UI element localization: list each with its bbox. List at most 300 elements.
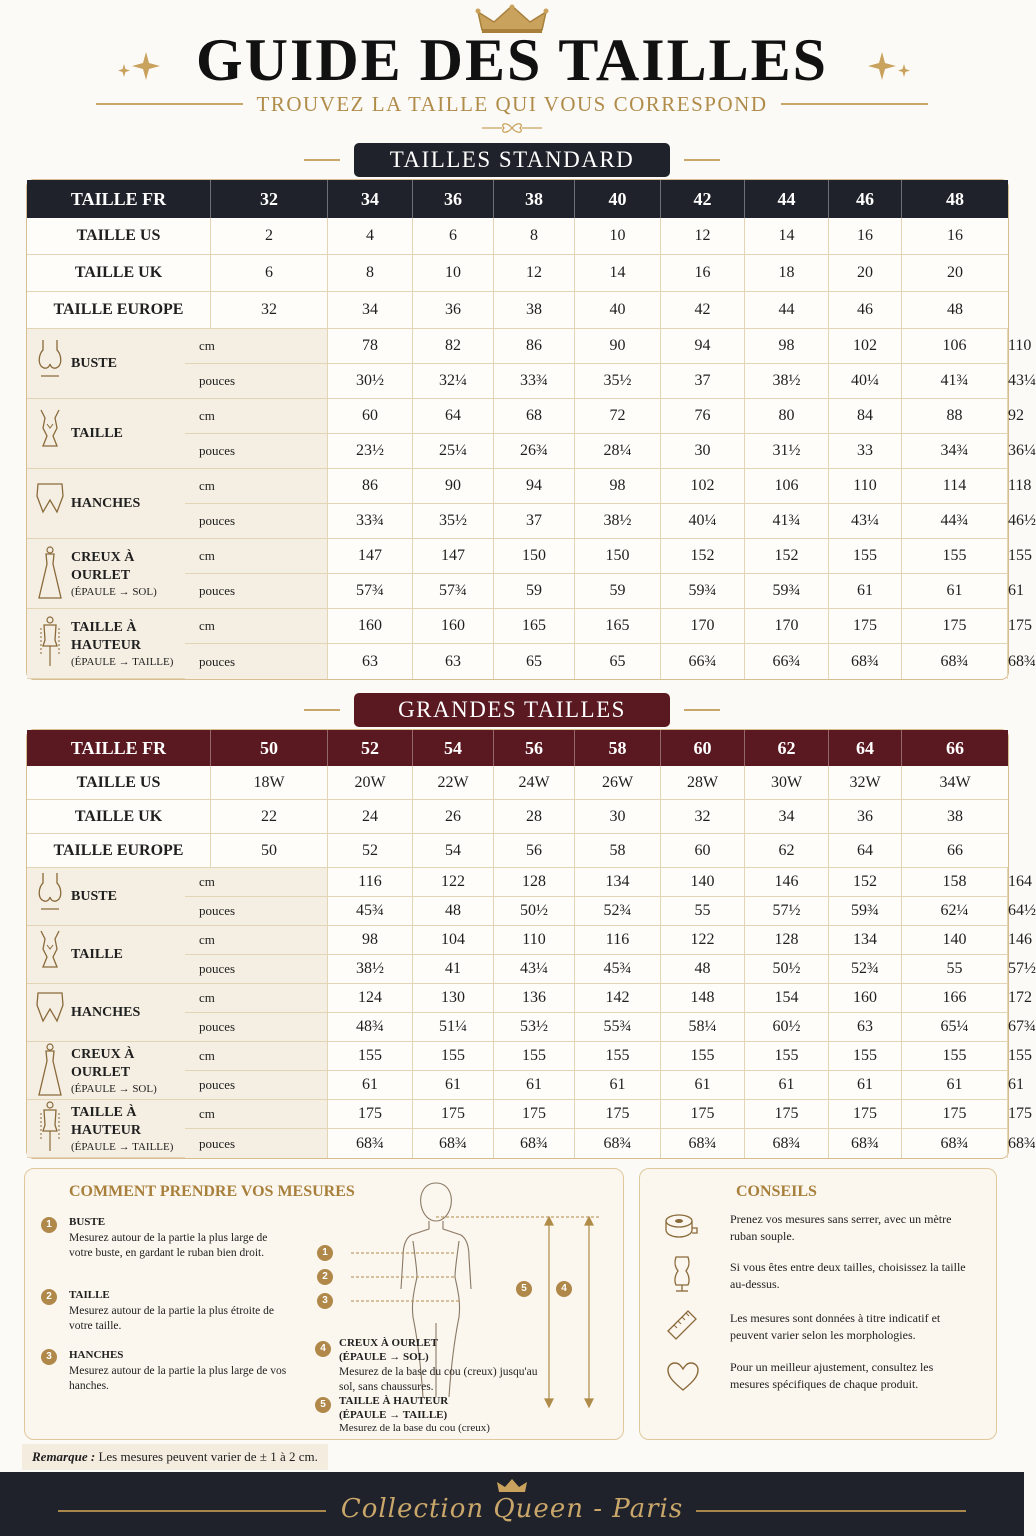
measure-inch-cell: 57¾ [413, 574, 494, 609]
measure-inch-cell: 51¼ [413, 1013, 494, 1042]
conversion-cell: 64 [829, 834, 902, 868]
step-number: 2 [41, 1289, 57, 1305]
measure-cm-cell: 155 [829, 1042, 902, 1071]
remark-text: Les mesures peuvent varier de ± 1 à 2 cm. [95, 1449, 318, 1464]
size-fr-cell: 56 [494, 730, 575, 766]
measure-inch-cell: 68¾ [413, 1129, 494, 1158]
crown-icon [494, 1478, 530, 1494]
step-number: 4 [315, 1341, 331, 1357]
measure-cm-cell: 160 [328, 609, 413, 644]
measure-label: BUSTE [71, 355, 117, 371]
conversion-cell: 62 [745, 834, 829, 868]
measure-cm-cell: 165 [575, 609, 661, 644]
measure-cm-cell: 155 [902, 539, 1008, 574]
size-fr-cell: 44 [745, 180, 829, 218]
size-table-standard [26, 179, 1036, 680]
conversion-cell: 16 [661, 255, 745, 292]
footer-brand: Collection Queen - Paris [340, 1494, 684, 1524]
measure-inch-cell: 59¾ [661, 574, 745, 609]
size-fr-cell: 64 [829, 730, 902, 766]
size-fr-cell: 50 [211, 730, 328, 766]
diagram-marker-3: 3 [317, 1293, 333, 1309]
measure-cm-cell: 155 [745, 1042, 829, 1071]
unit-cm: cm [185, 926, 328, 955]
measure-cm-cell: 175 [902, 1100, 1008, 1129]
remark-label: Remarque : [32, 1449, 96, 1464]
conversion-cell: 26W [575, 766, 661, 800]
step-number: 3 [41, 1349, 57, 1365]
step-title: CREUX À OURLET [339, 1337, 439, 1349]
conversion-cell: 16 [902, 218, 1008, 255]
conversion-cell: 32 [211, 292, 328, 329]
remark-note [22, 1444, 328, 1470]
conversion-cell: 12 [494, 255, 575, 292]
measure-cm-cell: 76 [661, 399, 745, 434]
conversion-cell: 32W [829, 766, 902, 800]
conversion-cell: 22W [413, 766, 494, 800]
divider [684, 159, 720, 161]
conversion-cell: 36 [829, 800, 902, 834]
conversion-cell: 26 [413, 800, 494, 834]
size-fr-cell: 46 [829, 180, 902, 218]
conversion-cell: 28W [661, 766, 745, 800]
measure-inch-cell: 57½ [745, 897, 829, 926]
conversion-cell: 8 [328, 255, 413, 292]
measure-row: pouces 45¾ 48 50½ 52¾ 55 57½ 59¾ 62¼ 64½ [27, 897, 1008, 926]
conversion-cell: 14 [575, 255, 661, 292]
ornament-icon [482, 120, 542, 136]
measure-inch-cell: 33¾ [328, 504, 413, 539]
divider [781, 103, 928, 105]
measure-label: TAILLE À HAUTEUR [71, 619, 142, 653]
measure-cm-cell: 152 [829, 868, 902, 897]
dress-form-icon [670, 1255, 694, 1293]
conversion-cell: 52 [328, 834, 413, 868]
measure-cm-cell: 155 [829, 539, 902, 574]
conversion-row [27, 834, 1008, 868]
conversion-cell: 20 [829, 255, 902, 292]
measure-label: BUSTE [71, 888, 117, 904]
measure-cm-cell: 90 [575, 329, 661, 364]
conversion-label: TAILLE UK [27, 255, 211, 292]
size-fr-cell: 36 [413, 180, 494, 218]
measure-inch-cell: 68¾ [494, 1129, 575, 1158]
unit-pouces: pouces [185, 364, 328, 399]
measure-inch-cell: 43¼ [829, 504, 902, 539]
measure-label-cell [27, 609, 185, 679]
step-text: Mesurez de la base du cou (creux) [339, 1422, 490, 1434]
measure-inch-cell: 57¾ [328, 574, 413, 609]
measure-inch-cell: 40¼ [661, 504, 745, 539]
measure-cm-cell: 166 [902, 984, 1008, 1013]
measure-cm-cell: 60 [328, 399, 413, 434]
measure-cm-cell: 175 [745, 1100, 829, 1129]
measure-label: TAILLE À HAUTEUR [71, 1104, 142, 1138]
measure-inch-cell: 32¼ [413, 364, 494, 399]
unit-pouces: pouces [185, 574, 328, 609]
measure-row: pouces 38½ 41 43¼ 45¾ 48 50½ 52¾ 55 57½ [27, 955, 1008, 984]
how-to-measure-panel [24, 1168, 624, 1440]
measure-inch-cell: 68¾ [829, 644, 902, 679]
measure-inch-cell: 65 [575, 644, 661, 679]
step-text: Mesurez autour de la partie la plus large de votre buste, en gardant le ruban bien droit. [69, 1232, 268, 1259]
step-title: TAILLE [69, 1289, 110, 1301]
conversion-cell: 30W [745, 766, 829, 800]
measure-inch-cell: 59 [494, 574, 575, 609]
measure-row: TAILLE cm 60 64 68 72 76 80 84 88 92 [27, 399, 1008, 434]
measure-cm-cell: 142 [575, 984, 661, 1013]
measure-inch-cell: 33¾ [494, 364, 575, 399]
measure-inch-cell: 26¾ [494, 434, 575, 469]
measure-inch-cell: 59 [575, 574, 661, 609]
measure-label: TAILLE [71, 946, 123, 962]
tip-text: Si vous êtes entre deux tailles, choisissez la taille au-dessus. [730, 1260, 966, 1291]
measure-inch-cell: 68¾ [575, 1129, 661, 1158]
size-header-row [27, 730, 1008, 766]
measure-row: pouces 23½ 25¼ 26¾ 28¼ 30 31½ 33 34¾ 36¼ [27, 434, 1008, 469]
measure-row: TAILLE À HAUTEUR (ÉPAULE → TAILLE) cm 160 160 165 165 170 170 175 175 175 [27, 609, 1008, 644]
size-header-row [27, 180, 1008, 218]
bust-icon [35, 869, 65, 925]
measure-inch-cell: 52¾ [829, 955, 902, 984]
measure-label-cell [27, 1100, 185, 1158]
conversion-label: TAILLE UK [27, 800, 211, 834]
conversion-row [27, 218, 1008, 255]
measure-sublabel: (ÉPAULE → SOL) [71, 585, 157, 598]
measure-inch-cell: 48¾ [328, 1013, 413, 1042]
measure-inch-cell: 68¾ [902, 1129, 1008, 1158]
measure-row: TAILLE À HAUTEUR (ÉPAULE → TAILLE) cm 175 175 175 175 175 175 175 175 175 [27, 1100, 1008, 1129]
measure-inch-cell: 62¼ [902, 897, 1008, 926]
measure-cm-cell: 80 [745, 399, 829, 434]
measure-inch-cell: 61 [902, 1071, 1008, 1100]
measure-inch-cell: 45¾ [328, 897, 413, 926]
measure-sublabel: (ÉPAULE → TAILLE) [71, 1140, 174, 1153]
unit-cm: cm [185, 1042, 328, 1071]
conversion-cell: 22 [211, 800, 328, 834]
measure-cm-cell: 136 [494, 984, 575, 1013]
mannequin-icon [35, 1101, 65, 1157]
unit-cm: cm [185, 469, 328, 504]
measure-cm-cell: 152 [745, 539, 829, 574]
measure-cm-cell: 175 [328, 1100, 413, 1129]
measure-inch-cell: 31½ [745, 434, 829, 469]
measure-cm-cell: 110 [829, 469, 902, 504]
measure-inch-cell: 58¼ [661, 1013, 745, 1042]
measure-label: CREUX À OURLET [71, 549, 135, 583]
measure-inch-cell: 38½ [575, 504, 661, 539]
diagram-marker-1: 1 [317, 1245, 333, 1261]
hips-icon [35, 476, 65, 532]
conversion-cell: 34W [902, 766, 1008, 800]
measure-sublabel: (ÉPAULE → SOL) [71, 1082, 157, 1095]
conversion-cell: 40 [575, 292, 661, 329]
measure-sublabel: (ÉPAULE → TAILLE) [71, 655, 174, 668]
ruler-icon [664, 1307, 700, 1343]
unit-pouces: pouces [185, 504, 328, 539]
measure-inch-cell: 33 [829, 434, 902, 469]
measure-inch-cell: 66¾ [661, 644, 745, 679]
measure-inch-cell: 48 [413, 897, 494, 926]
section-header-plus [290, 693, 734, 727]
waist-icon [35, 406, 65, 462]
unit-pouces: pouces [185, 955, 328, 984]
measure-inch-cell: 28¼ [575, 434, 661, 469]
measure-inch-cell: 38½ [745, 364, 829, 399]
divider [96, 103, 243, 105]
measure-cm-cell: 175 [661, 1100, 745, 1129]
measure-cm-cell: 102 [829, 329, 902, 364]
measure-inch-cell: 45¾ [575, 955, 661, 984]
measure-row: CREUX À OURLET (ÉPAULE → SOL) cm 147 147 150 150 152 152 155 155 155 [27, 539, 1008, 574]
measure-cm-cell: 175 [494, 1100, 575, 1129]
measure-inch-cell: 35½ [575, 364, 661, 399]
size-fr-cell: 40 [575, 180, 661, 218]
measure-cm-cell: 155 [328, 1042, 413, 1071]
measure-cm-cell: 84 [829, 399, 902, 434]
mannequin-icon [35, 616, 65, 672]
conversion-cell: 60 [661, 834, 745, 868]
conversion-cell: 32 [661, 800, 745, 834]
measure-row: HANCHES cm 86 90 94 98 102 106 110 114 118 [27, 469, 1008, 504]
unit-cm: cm [185, 329, 328, 364]
measure-inch-cell: 68¾ [829, 1129, 902, 1158]
hips-icon [35, 985, 65, 1041]
tips-title: CONSEILS [736, 1183, 817, 1200]
measure-cm-cell: 175 [829, 1100, 902, 1129]
measure-cm-cell: 128 [745, 926, 829, 955]
conversion-cell: 30 [575, 800, 661, 834]
measure-cm-cell: 116 [575, 926, 661, 955]
measure-cm-cell: 152 [661, 539, 745, 574]
size-fr-cell: 52 [328, 730, 413, 766]
measure-cm-cell: 175 [413, 1100, 494, 1129]
size-fr-cell: 62 [745, 730, 829, 766]
measure-cm-cell: 122 [413, 868, 494, 897]
measure-cm-cell: 154 [745, 984, 829, 1013]
measure-cm-cell: 170 [745, 609, 829, 644]
conversion-cell: 28 [494, 800, 575, 834]
measure-inch-cell: 61 [661, 1071, 745, 1100]
measure-inch-cell: 25¼ [413, 434, 494, 469]
measure-cm-cell: 155 [902, 1042, 1008, 1071]
heart-icon [666, 1361, 700, 1393]
conversion-row [27, 255, 1008, 292]
step-number: 1 [41, 1217, 57, 1233]
measure-inch-cell: 44¾ [902, 504, 1008, 539]
measure-cm-cell: 106 [902, 329, 1008, 364]
unit-pouces: pouces [185, 1071, 328, 1100]
conversion-cell: 24 [328, 800, 413, 834]
measure-cm-cell: 98 [328, 926, 413, 955]
measure-cm-cell: 78 [328, 329, 413, 364]
unit-cm: cm [185, 539, 328, 574]
measure-cm-cell: 114 [902, 469, 1008, 504]
measure-inch-cell: 60½ [745, 1013, 829, 1042]
conversion-cell: 48 [902, 292, 1008, 329]
conversion-cell: 54 [413, 834, 494, 868]
sparkle-icon [866, 48, 912, 84]
measure-label: HANCHES [71, 1004, 141, 1020]
measure-inch-cell: 68¾ [328, 1129, 413, 1158]
divider [304, 159, 340, 161]
measure-inch-cell: 55 [902, 955, 1008, 984]
step-title: TAILLE À HAUTEUR [339, 1395, 449, 1407]
measure-inch-cell: 53½ [494, 1013, 575, 1042]
measure-inch-cell: 61 [413, 1071, 494, 1100]
measure-row: pouces 63 63 65 65 66¾ 66¾ 68¾ 68¾ 68¾ [27, 644, 1008, 679]
size-table-plus [26, 729, 1036, 1159]
measure-cm-cell: 94 [494, 469, 575, 504]
measure-row: pouces 68¾ 68¾ 68¾ 68¾ 68¾ 68¾ 68¾ 68¾ 68¾ [27, 1129, 1008, 1158]
measure-row: BUSTE cm 116 122 128 134 140 146 152 158 164 [27, 868, 1008, 897]
size-fr-cell: 60 [661, 730, 745, 766]
measure-cm-cell: 86 [328, 469, 413, 504]
conversion-cell: 20W [328, 766, 413, 800]
measure-cm-cell: 147 [328, 539, 413, 574]
conversion-cell: 4 [328, 218, 413, 255]
measure-inch-cell: 48 [661, 955, 745, 984]
dress-icon [35, 1043, 65, 1099]
conversion-cell: 6 [211, 255, 328, 292]
conversion-cell: 36 [413, 292, 494, 329]
tips-panel [639, 1168, 997, 1440]
measure-label-cell [27, 399, 185, 469]
measure-inch-cell: 41 [413, 955, 494, 984]
measure-row: CREUX À OURLET (ÉPAULE → SOL) cm 155 155 155 155 155 155 155 155 155 [27, 1042, 1008, 1071]
measure-cm-cell: 130 [413, 984, 494, 1013]
measure-inch-cell: 37 [661, 364, 745, 399]
measure-cm-cell: 104 [413, 926, 494, 955]
tape-measure-icon [664, 1211, 698, 1241]
tip-text: Pour un meilleur ajustement, consultez les mesures spécifiques de chaque produit. [730, 1360, 934, 1391]
size-fr-cell: 48 [946, 188, 964, 209]
unit-pouces: pouces [185, 1129, 328, 1158]
measure-cm-cell: 106 [745, 469, 829, 504]
measure-inch-cell: 61 [575, 1071, 661, 1100]
size-fr-cell: 58 [575, 730, 661, 766]
conversion-cell: 16 [829, 218, 902, 255]
step-number: 5 [315, 1397, 331, 1413]
conversion-cell: 66 [902, 834, 1008, 868]
step-text: Mesurez autour de la partie la plus large de vos hanches. [69, 1365, 287, 1392]
measure-cm-cell: 98 [745, 329, 829, 364]
measure-label-cell [27, 469, 185, 539]
measure-inch-cell: 68¾ [661, 1129, 745, 1158]
conversion-cell: 20 [902, 255, 1008, 292]
section-title-plus: GRANDES TAILLES [354, 693, 670, 727]
unit-cm: cm [185, 399, 328, 434]
measure-cm-cell: 102 [661, 469, 745, 504]
section-title-standard: TAILLES STANDARD [354, 143, 670, 177]
unit-pouces: pouces [185, 644, 328, 679]
measure-cm-cell: 94 [661, 329, 745, 364]
measure-inch-cell: 59¾ [829, 897, 902, 926]
measure-cm-cell: 110 [494, 926, 575, 955]
measure-label-cell [27, 329, 185, 399]
conversion-cell: 10 [413, 255, 494, 292]
measure-cm-cell: 175 [575, 1100, 661, 1129]
measure-inch-cell: 59¾ [745, 574, 829, 609]
measure-cm-cell: 150 [494, 539, 575, 574]
conversion-label: TAILLE EUROPE [27, 292, 211, 329]
conversion-cell: 34 [328, 292, 413, 329]
conversion-cell: 12 [661, 218, 745, 255]
bust-icon [35, 336, 65, 392]
diagram-marker-2: 2 [317, 1269, 333, 1285]
conversion-cell: 38 [902, 800, 1008, 834]
step-subtitle: (ÉPAULE → TAILLE) [339, 1409, 448, 1421]
size-fr-cell: 66 [946, 737, 964, 758]
conversion-cell: 50 [211, 834, 328, 868]
size-fr-cell: 32 [211, 180, 328, 218]
measure-cm-cell: 134 [575, 868, 661, 897]
measure-row: pouces 48¾ 51¼ 53½ 55¾ 58¼ 60½ 63 65¼ 67¾ [27, 1013, 1008, 1042]
measure-cm-cell: 134 [829, 926, 902, 955]
measure-cm-cell: 147 [413, 539, 494, 574]
measure-cm-cell: 160 [413, 609, 494, 644]
measure-inch-cell: 68¾ [902, 644, 1008, 679]
page-subtitle: TROUVEZ LA TAILLE QUI VOUS CORRESPOND [256, 91, 768, 116]
size-fr-cell: 54 [413, 730, 494, 766]
measure-cm-cell: 116 [328, 868, 413, 897]
measure-row: pouces 30½ 32¼ 33¾ 35½ 37 38½ 40¼ 41¾ 43¼ [27, 364, 1008, 399]
measure-inch-cell: 61 [829, 574, 902, 609]
divider [304, 709, 340, 711]
measure-inch-cell: 41¾ [902, 364, 1008, 399]
unit-cm: cm [185, 868, 328, 897]
unit-cm: cm [185, 609, 328, 644]
measure-cm-cell: 128 [494, 868, 575, 897]
unit-pouces: pouces [185, 897, 328, 926]
measure-cm-cell: 122 [661, 926, 745, 955]
conversion-label: TAILLE EUROPE [27, 834, 211, 868]
size-fr-cell: 34 [328, 180, 413, 218]
measure-inch-cell: 37 [494, 504, 575, 539]
measure-inch-cell: 30 [661, 434, 745, 469]
conversion-cell: 44 [745, 292, 829, 329]
how-to-title: COMMENT PRENDRE VOS MESURES [69, 1183, 355, 1200]
unit-pouces: pouces [185, 434, 328, 469]
measure-cm-cell: 68 [494, 399, 575, 434]
conversion-cell: 56 [494, 834, 575, 868]
measure-inch-cell: 34¾ [902, 434, 1008, 469]
measure-cm-cell: 155 [661, 1042, 745, 1071]
dress-icon [35, 546, 65, 602]
measure-cm-cell: 170 [661, 609, 745, 644]
measure-row: HANCHES cm 124 130 136 142 148 154 160 166 172 [27, 984, 1008, 1013]
measure-cm-cell: 155 [575, 1042, 661, 1071]
measure-inch-cell: 38½ [328, 955, 413, 984]
measure-cm-cell: 98 [575, 469, 661, 504]
conversion-cell: 8 [494, 218, 575, 255]
measure-row: TAILLE cm 98 104 110 116 122 128 134 140 146 [27, 926, 1008, 955]
waist-icon [35, 927, 65, 983]
size-fr-cell: 38 [494, 180, 575, 218]
measure-inch-cell: 65¼ [902, 1013, 1008, 1042]
step-subtitle: (ÉPAULE → SOL) [339, 1351, 429, 1363]
measure-label-cell [27, 984, 185, 1042]
conversion-row [27, 766, 1008, 800]
measure-inch-cell: 61 [829, 1071, 902, 1100]
step-title: BUSTE [69, 1216, 106, 1228]
measure-cm-cell: 82 [413, 329, 494, 364]
measure-cm-cell: 72 [575, 399, 661, 434]
measure-cm-cell: 155 [413, 1042, 494, 1071]
measure-label-cell [27, 926, 185, 984]
size-fr-cell: 42 [661, 180, 745, 218]
measure-label-cell [27, 1042, 185, 1100]
